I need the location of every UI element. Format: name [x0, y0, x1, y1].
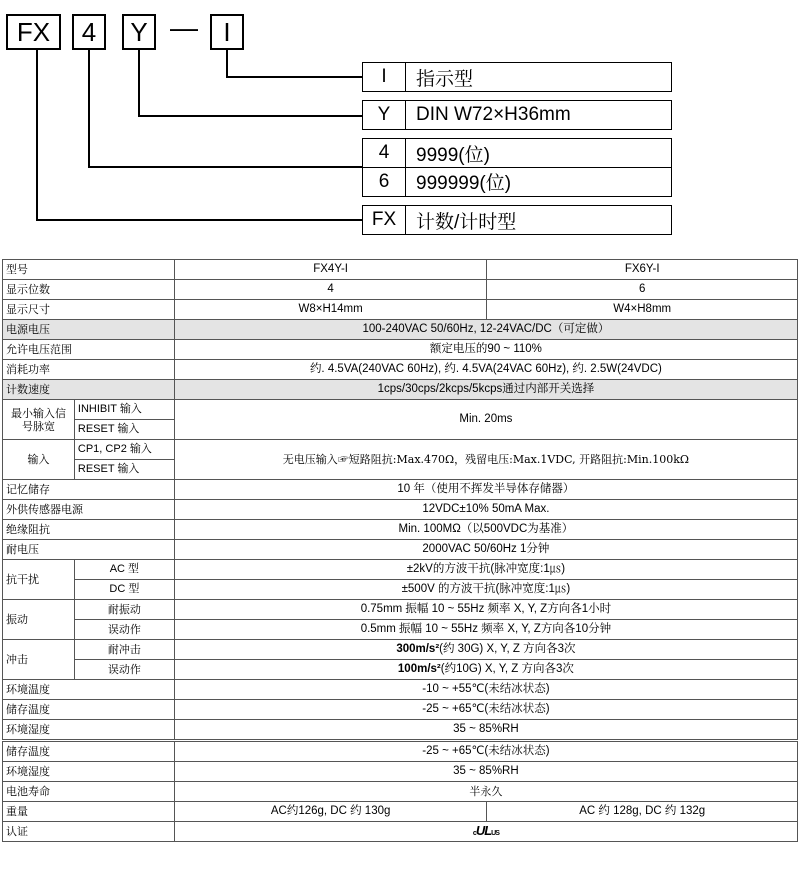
- row-store-temp-2: [3, 741, 798, 762]
- connector-fx-h: [36, 219, 362, 221]
- value-consume: 约. 4.5VA(240VAC 60Hz), 约. 4.5VA(24VAC 60Hz), 约. 2.5W(24VDC): [174, 360, 797, 380]
- code-dash: —: [170, 12, 198, 43]
- code-part-type: I: [223, 16, 231, 47]
- legend-digits-4-key: 4: [363, 139, 406, 167]
- row-vib-dur: [3, 600, 798, 620]
- label-shock: 冲击: [3, 640, 75, 680]
- row-sensor: [3, 500, 798, 520]
- weight-fx6y: AC 约 128g, DC 约 132g: [487, 802, 798, 822]
- weight-fx4y: AC约126g, DC 约 130g: [174, 802, 487, 822]
- label-dielectric: 耐电压: [3, 540, 175, 560]
- label-input: 输入: [3, 440, 75, 480]
- row-noise-dc: [3, 580, 798, 600]
- model-fx6y: FX6Y-I: [487, 260, 798, 280]
- legend-digits-4-value: 9999(位): [416, 144, 490, 166]
- legend-size-key: Y: [363, 101, 406, 129]
- row-amb-temp: [3, 680, 798, 700]
- row-allow: [3, 340, 798, 360]
- connector-fx-v: [36, 50, 38, 220]
- digits-fx4y: 4: [174, 280, 487, 300]
- value-shock-dur: [174, 640, 797, 660]
- value-battery: 半永久: [174, 782, 797, 802]
- row-speed: [3, 380, 798, 400]
- legend-digits-4: [362, 138, 672, 168]
- row-digits: [3, 280, 798, 300]
- size-fx6y: W4×H8mm: [487, 300, 798, 320]
- ul-us-mark: US: [491, 829, 499, 837]
- value-store-temp: -25 ~ +65℃(未结冰状态): [174, 700, 797, 720]
- code-part-fx: FX: [16, 16, 51, 47]
- ul-mark-letters: UL: [475, 822, 492, 838]
- code-box-type: [210, 14, 244, 50]
- legend-fx-value: 计数/计时型: [416, 211, 517, 233]
- label-speed: 计数速度: [3, 380, 175, 400]
- value-amb-hum: 35 ~ 85%RH: [174, 720, 797, 741]
- connector-i-h: [226, 76, 362, 78]
- label-size: 显示尺寸: [3, 300, 175, 320]
- value-shock-mal-text: (约10G) X, Y, Z 方向各3次: [440, 663, 574, 675]
- label-vib-mal: 误动作: [74, 620, 174, 640]
- label-memory: 记忆储存: [3, 480, 175, 500]
- connector-y-v: [138, 50, 140, 116]
- label-amb-hum: 环境湿度: [3, 720, 175, 741]
- label-amb-hum-2: 环境湿度: [3, 762, 175, 782]
- label-vib-dur: 耐振动: [74, 600, 174, 620]
- code-part-size: Y: [130, 16, 148, 47]
- legend-fx-key: FX: [363, 206, 406, 234]
- label-store-temp-2: 储存温度: [3, 741, 175, 762]
- label-inhibit: INHIBIT 输入: [74, 400, 174, 420]
- code-box-fx: [6, 14, 61, 50]
- row-model: [3, 260, 798, 280]
- label-cp: CP1, CP2 输入: [74, 440, 174, 460]
- legend-size: [362, 100, 672, 130]
- label-cert: 认证: [3, 822, 175, 842]
- label-shock-mal: 误动作: [74, 660, 174, 680]
- value-sensor: 12VDC±10% 50mA Max.: [174, 500, 797, 520]
- code-box-digits: [72, 14, 106, 50]
- code-part-digits: 4: [81, 16, 97, 47]
- label-min-input: 最小输入信号脉宽: [3, 400, 75, 440]
- connector-i-v: [226, 50, 228, 77]
- value-shock-mal-accel: 100m/s²: [397, 663, 441, 675]
- ul-listed-icon: [473, 823, 499, 838]
- legend-digits-6-value: 999999(位): [416, 173, 512, 194]
- label-vibration: 振动: [3, 600, 75, 640]
- row-input-1: [3, 440, 798, 460]
- label-store-temp: 储存温度: [3, 700, 175, 720]
- value-insulation: Min. 100MΩ（以500VDC为基准）: [174, 520, 797, 540]
- value-shock-mal: [174, 660, 797, 680]
- value-cert: [174, 822, 797, 842]
- label-noise: 抗干扰: [3, 560, 75, 600]
- label-insulation: 绝缘阻抗: [3, 520, 175, 540]
- value-vib-dur: 0.75mm 振幅 10 ~ 55Hz 频率 X, Y, Z方向各1小时: [174, 600, 797, 620]
- value-noise-ac: ±2kV的方波干抗(脉冲宽度:1㎲): [174, 560, 797, 580]
- label-shock-dur: 耐冲击: [74, 640, 174, 660]
- value-min-input: Min. 20ms: [174, 400, 797, 440]
- legend-digits-6-key: 6: [363, 168, 406, 196]
- model-fx4y: FX4Y-I: [174, 260, 487, 280]
- value-dielectric: 2000VAC 50/60Hz 1分钟: [174, 540, 797, 560]
- digits-fx6y: 6: [487, 280, 798, 300]
- value-store-temp-2: -25 ~ +65℃(未结冰状态): [174, 741, 797, 762]
- legend-digits-6: [362, 167, 672, 197]
- value-amb-temp: -10 ~ +55℃(未结冰状态): [174, 680, 797, 700]
- spec-table: [2, 259, 798, 842]
- row-size: [3, 300, 798, 320]
- connector-digits-h: [88, 166, 362, 168]
- label-reset-2: RESET 输入: [74, 460, 174, 480]
- label-battery: 电池寿命: [3, 782, 175, 802]
- value-vib-mal: 0.5mm 振幅 10 ~ 55Hz 频率 X, Y, Z方向各10分钟: [174, 620, 797, 640]
- legend-type: [362, 62, 672, 92]
- value-input: 无电压输入☞短路阻抗:Max.470Ω，残留电压:Max.1VDC, 开路阻抗:Min.100kΩ: [174, 440, 797, 480]
- row-insulation: [3, 520, 798, 540]
- label-reset-1: RESET 输入: [74, 420, 174, 440]
- row-store-temp: [3, 700, 798, 720]
- label-digits: 显示位数: [3, 280, 175, 300]
- legend-fx: [362, 205, 672, 235]
- row-min-input-1: [3, 400, 798, 420]
- label-weight: 重量: [3, 802, 175, 822]
- row-noise-ac: [3, 560, 798, 580]
- value-noise-dc: ±500V 的方波干抗(脉冲宽度:1㎲): [174, 580, 797, 600]
- row-cert: [3, 822, 798, 842]
- value-allow: 额定电压的90 ~ 110%: [174, 340, 797, 360]
- value-memory: 10 年（使用不挥发半导体存储器）: [174, 480, 797, 500]
- row-amb-hum: [3, 720, 798, 741]
- value-power: 100-240VAC 50/60Hz, 12-24VAC/DC（可定做）: [174, 320, 797, 340]
- value-amb-hum-2: 35 ~ 85%RH: [174, 762, 797, 782]
- code-box-size: [122, 14, 156, 50]
- row-dielectric: [3, 540, 798, 560]
- legend-type-key: I: [363, 63, 406, 91]
- value-speed: 1cps/30cps/2kcps/5kcps通过内部开关选择: [174, 380, 797, 400]
- value-shock-dur-text: (约 30G) X, Y, Z 方向各3次: [439, 643, 576, 655]
- legend-size-value: DIN W72×H36mm: [416, 104, 571, 125]
- legend-type-value: 指示型: [416, 68, 474, 90]
- label-power: 电源电压: [3, 320, 175, 340]
- label-amb-temp: 环境温度: [3, 680, 175, 700]
- label-sensor: 外供传感器电源: [3, 500, 175, 520]
- row-vib-mal: [3, 620, 798, 640]
- row-memory: [3, 480, 798, 500]
- label-consume: 消耗功率: [3, 360, 175, 380]
- label-noise-ac: AC 型: [74, 560, 174, 580]
- ul-c-mark: c: [472, 829, 476, 837]
- connector-digits-v: [88, 50, 90, 167]
- row-amb-hum-2: [3, 762, 798, 782]
- row-consume: [3, 360, 798, 380]
- row-power: [3, 320, 798, 340]
- row-shock-dur: [3, 640, 798, 660]
- row-weight: [3, 802, 798, 822]
- connector-y-h: [138, 115, 362, 117]
- size-fx4y: W8×H14mm: [174, 300, 487, 320]
- label-allow: 允许电压范围: [3, 340, 175, 360]
- label-noise-dc: DC 型: [74, 580, 174, 600]
- row-battery: [3, 782, 798, 802]
- value-shock-dur-accel: 300m/s²: [396, 643, 440, 655]
- row-shock-mal: [3, 660, 798, 680]
- label-model: 型号: [3, 260, 175, 280]
